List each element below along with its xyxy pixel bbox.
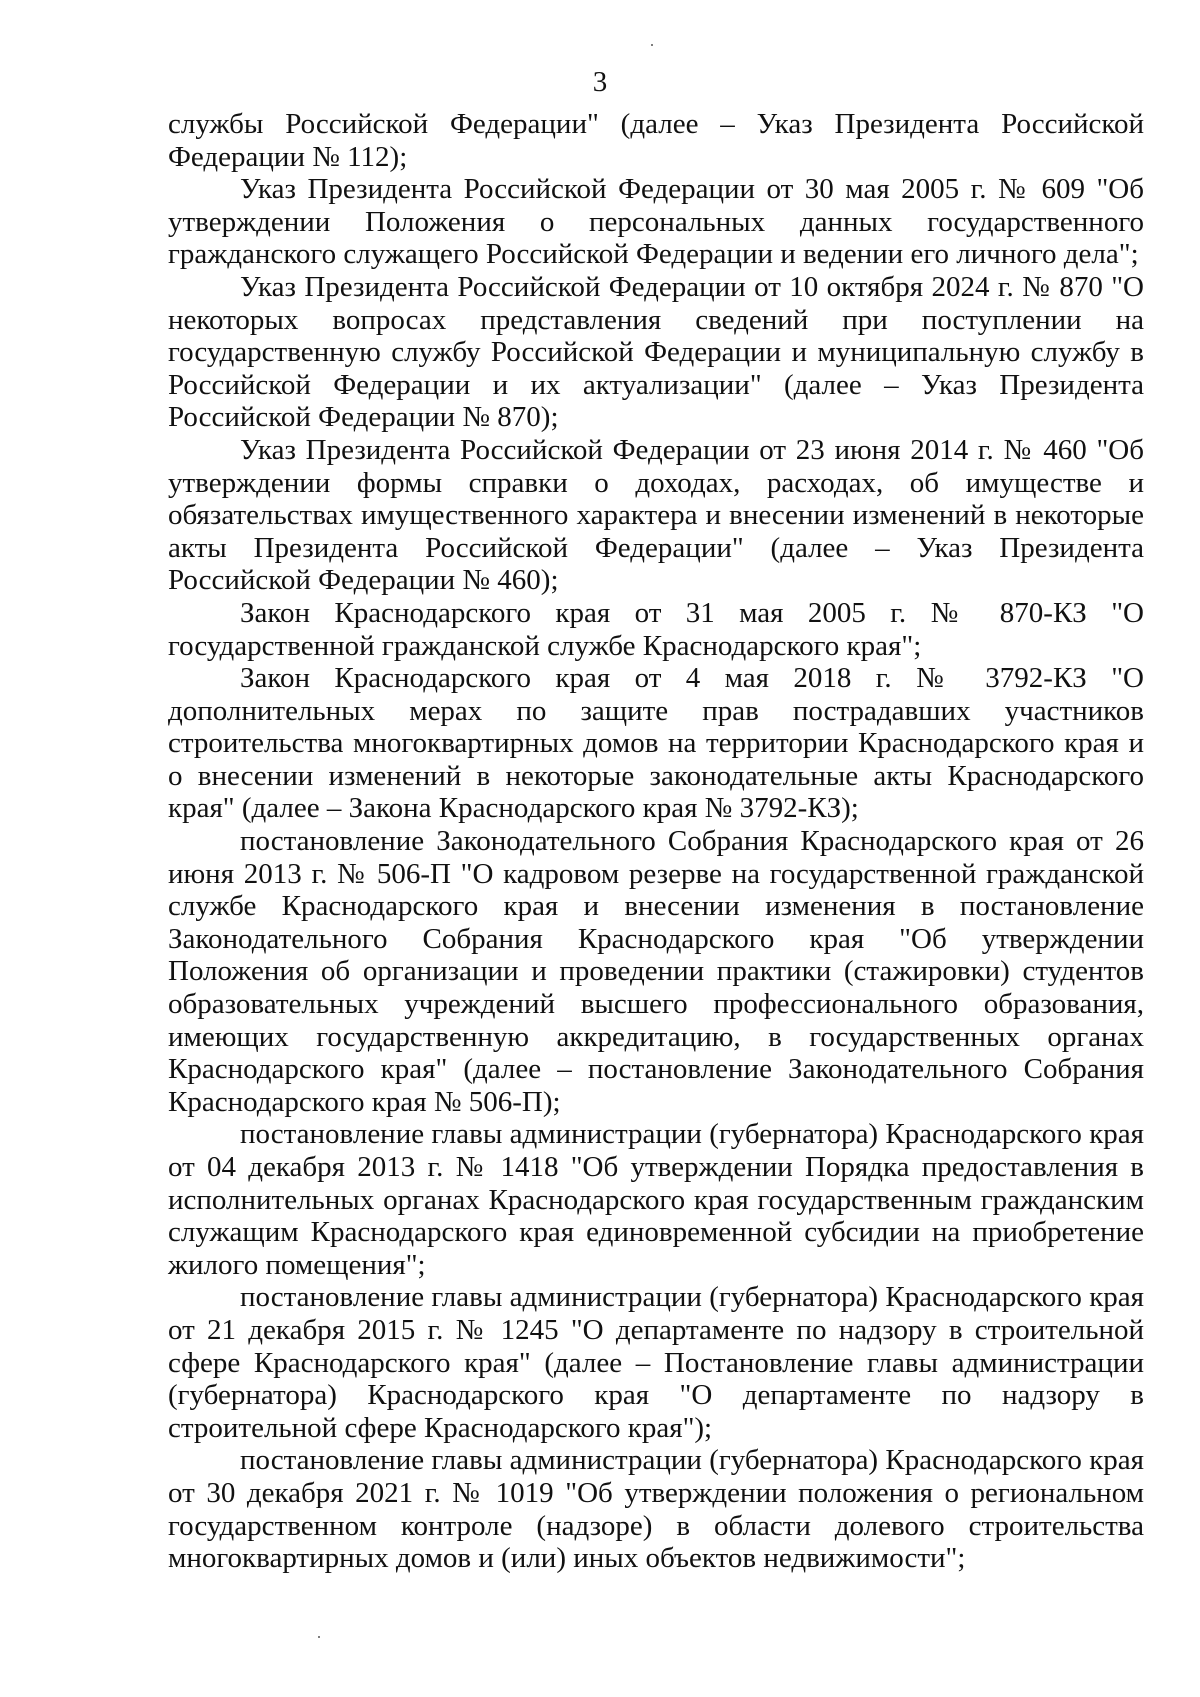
page-number: 3 — [592, 66, 608, 98]
paragraph-4: Указ Президента Российской Федерации от 23 июня 2014 г. № 460 "Об утверждении формы справки о доходах, расходах, об имуществе и обязательствах имущественного характера и внесении изменений в некоторые акты Президента Российской Федерации" (далее – Указ Президента Российской Федерации № 460); — [168, 433, 1144, 597]
paragraph-7: постановление Законодательного Собрания Краснодарского края от 26 июня 2013 г. № 506-П "О кадровом резерве на государственной гражданской службе Краснодарского края и внесении изменения в постановление Законодательного Собрания Краснодарского края "Об утверждении Положения об организации и проведении практики (стажировки) студентов образовательных учреждений высшего профессионального образования, имеющих государственную аккредитацию, в государственных органах Краснодарского края" (далее – постановление Законодательного Собрания Краснодарского края № 506-П); — [168, 825, 1144, 1118]
paragraph-5: Закон Краснодарского края от 31 мая 2005 г. № 870-КЗ "О государственной гражданской службе Краснодарского края"; — [168, 596, 1144, 662]
paragraph-2: Указ Президента Российской Федерации от 30 мая 2005 г. № 609 "Об утверждении Положения о персональных данных государственного гражданского служащего Российской Федерации и ведении его личного дела"; — [168, 173, 1144, 271]
paragraph-1: службы Российской Федерации" (далее – Указ Президента Российской Федерации № 112); — [168, 108, 1144, 173]
paragraph-6: Закон Краснодарского края от 4 мая 2018 г. № 3792-КЗ "О дополнительных мерах по защите прав пострадавших участников строительства многоквартирных домов на территории Краснодарского края и о внесении изменений в некоторые законодательные акты Краснодарского края" (далее – Закона Краснодарского края № 3792-КЗ); — [168, 662, 1144, 825]
paragraph-10: постановление главы администрации (губернатора) Краснодарского края от 30 декабря 2021 г. № 1019 "Об утверждении положения о региональном государственном контроле (надзоре) в области долевого строительства многоквартирных домов и (или) иных объектов недвижимости"; — [168, 1444, 1144, 1575]
paragraph-9: постановление главы администрации (губернатора) Краснодарского края от 21 декабря 2015 г. № 1245 "О департаменте по надзору в строительной сфере Краснодарского края" (далее – Постановление главы администрации (губернатора) Краснодарского края "О департаменте по надзору в строительной сфере Краснодарского края"); — [168, 1281, 1144, 1444]
scan-speck — [651, 44, 653, 46]
scan-speck — [318, 1636, 320, 1638]
paragraph-3: Указ Президента Российской Федерации от 10 октября 2024 г. № 870 "О некоторых вопросах представления сведений при поступлении на государственную службу Российской Федерации и муниципальную службу в Российской Федерации и их актуализации" (далее – Указ Президента Российской Федерации № 870); — [168, 270, 1144, 434]
document-body — [168, 108, 1144, 1575]
paragraph-8: постановление главы администрации (губернатора) Краснодарского края от 04 декабря 2013 г. № 1418 "Об утверждении Порядка предоставления в исполнительных органах Краснодарского края государственным гражданским служащим Краснодарского края единовременной субсидии на приобретение жилого помещения"; — [168, 1118, 1144, 1281]
